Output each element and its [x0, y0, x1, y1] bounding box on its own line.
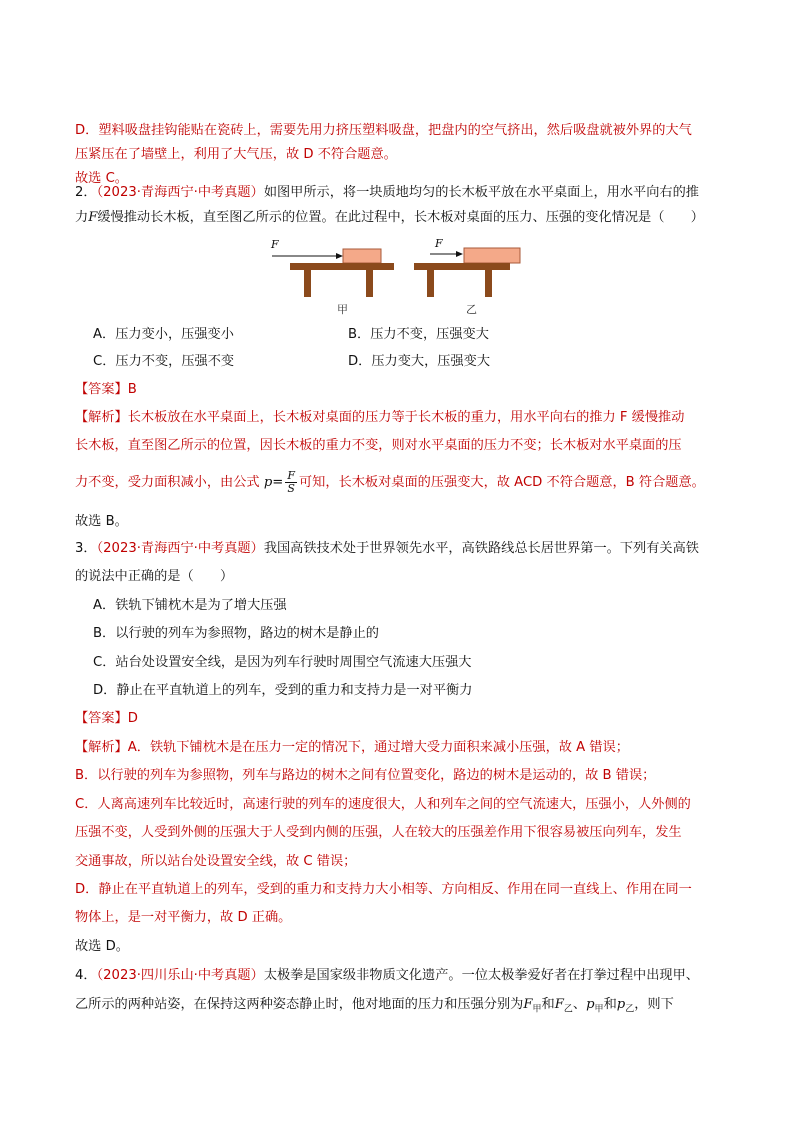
q3-analysis-a-text: A．铁轨下铺枕木是在压力一定的情况下，通过增大受力面积来减小压强，故 A 错误； — [127, 740, 629, 755]
q4-p-yi: p — [616, 997, 626, 1012]
figure-jia — [270, 238, 394, 316]
formula-eq: = — [272, 475, 284, 490]
formula-denominator: S — [287, 481, 295, 495]
q3-analysis-c2: 压强不变，人受到外侧的压强大于人受到内侧的压强，人在较大的压强差作用下很容易被压向列车，发生 — [75, 825, 682, 840]
formula-numerator: F — [287, 468, 295, 482]
board-right — [464, 248, 520, 263]
q4-f-jia: F — [523, 997, 533, 1012]
table-top-right — [414, 263, 510, 270]
q3-number: 3． — [75, 541, 97, 556]
q1-option-d-line2: 压紧压在了墙壁上，利用了大气压，故 D 不符合题意。 — [75, 147, 397, 162]
force-label-left: F — [271, 238, 279, 251]
fig-label-yi: 乙 — [466, 303, 477, 316]
q3-analysis-d1: D．静止在平直轨道上的列车，受到的重力和支持力大小相等、方向相反、作用在同一直线上、作用在同一 — [75, 882, 692, 897]
formula-p: p — [263, 475, 273, 490]
q4-stem-pre: 乙所示的两种站姿，在保持这两种姿态静止时，他对地面的压力和压强分别为 — [75, 997, 524, 1012]
arrow-head-left — [336, 253, 343, 259]
q2-force-symbol: F — [88, 210, 98, 225]
q3-analysis-b: B．以行驶的列车为参照物，列车与路边的树木之间有位置变化，路边的树木是运动的，故 B 错误； — [75, 768, 656, 783]
q2-answer: 【答案】B — [75, 382, 137, 397]
force-label-right: F — [435, 237, 443, 250]
q4-sub-jia-1: 甲 — [532, 1004, 542, 1015]
q2-option-b: B．压力不变，压强变大 — [348, 327, 489, 342]
q4-stem-line2 — [75, 995, 674, 1020]
q3-option-c: C．站台处设置安全线，是因为列车行驶时周围空气流速大压强大 — [93, 655, 472, 670]
table-leg-left-1 — [304, 270, 311, 297]
table-leg-right-2 — [485, 270, 492, 297]
q4-he-2: 和 — [603, 997, 617, 1012]
q2-stem-line2 — [75, 208, 704, 228]
q4-sub-yi-1: 乙 — [563, 1004, 573, 1015]
q3-choose: 故选 D。 — [75, 939, 129, 954]
q2-number: 2． — [75, 185, 97, 200]
q3-analysis-d2: 物体上，是一对平衡力，故 D 正确。 — [75, 910, 292, 925]
q2-analysis-line2: 长木板，直至图乙所示的位置，因长木板的重力不变，则对水平桌面的压力不变；长木板对水平桌面的压 — [75, 438, 682, 453]
q4-dun: 、 — [572, 997, 587, 1012]
q2-analysis-line1 — [75, 408, 684, 428]
q3-stem-line1 — [75, 539, 699, 559]
q2-analysis-text1: 长木板放在水平桌面上，长木板对桌面的压力等于长木板的重力，用水平向右的推力 F 缓慢推动 — [127, 410, 685, 425]
q2-analysis-pre: 力不变，受力面积减小，由公式 — [75, 475, 260, 490]
figure-yi — [414, 237, 520, 316]
q4-he-1: 和 — [541, 997, 555, 1012]
q3-option-d: D．静止在平直轨道上的列车，受到的重力和支持力是一对平衡力 — [93, 683, 473, 698]
q3-source-tag: （2023·青海西宁·中考真题） — [96, 541, 264, 556]
q2-analysis-line3 — [75, 468, 705, 498]
q2-analysis-post: 可知，长木板对桌面的压强变大，故 ACD 不符合题意，B 符合题意。 — [298, 475, 705, 490]
formula-fraction — [285, 470, 297, 495]
table-leg-left-2 — [366, 270, 373, 297]
q2-stem-text1: 如图甲所示，将一块质地均匀的长木板平放在水平桌面上，用水平向右的推 — [263, 185, 699, 200]
q4-f-yi: F — [554, 997, 564, 1012]
q2-option-c: C．压力不变，压强不变 — [93, 354, 235, 369]
table-top-left — [290, 263, 394, 270]
q3-answer: 【答案】D — [75, 711, 138, 726]
q4-stem-text1: 太极拳是国家级非物质文化遗产。一位太极拳爱好者在打拳过程中出现甲、 — [263, 968, 699, 983]
fig-label-jia: 甲 — [337, 303, 348, 316]
q4-source-tag: （2023·四川乐山·中考真题） — [96, 968, 264, 983]
q3-stem-line2: 的说法中正确的是（ ） — [75, 569, 234, 584]
q1-option-d-line1: D．塑料吸盘挂钩能贴在瓷砖上，需要先用力挤压塑料吸盘，把盘内的空气挤出，然后吸盘就被外界的大气 — [75, 123, 692, 138]
q2-stem-line1 — [75, 183, 699, 203]
q2-option-a: A．压力变小，压强变小 — [93, 327, 234, 342]
q3-analysis-tag: 【解析】 — [75, 740, 128, 755]
q2-stem-post: 缓慢推动长木板，直至图乙所示的位置。在此过程中，长木板对桌面的压力、压强的变化情况是（ ） — [97, 210, 704, 225]
q4-number: 4． — [75, 968, 97, 983]
q4-stem-post: ，则下 — [634, 997, 674, 1012]
q4-p-jia: p — [586, 997, 595, 1012]
q1-choose: 故选 C。 — [75, 171, 128, 186]
q3-analysis-c1: C．人离高速列车比较近时，高速行驶的列车的速度很大，人和列车之间的空气流速大，压强小，人外侧的 — [75, 797, 691, 812]
arrow-head-right — [456, 251, 463, 257]
q2-stem-pre: 力 — [75, 210, 89, 225]
q3-option-b: B．以行驶的列车为参照物，路边的树木是静止的 — [93, 626, 379, 641]
q2-choose: 故选 B。 — [75, 514, 128, 529]
q4-sub-yi-2: 乙 — [625, 1004, 635, 1015]
board-left — [343, 249, 381, 263]
q2-analysis-tag: 【解析】 — [75, 410, 128, 425]
q3-stem-text1: 我国高铁技术处于世界领先水平，高铁路线总长居世界第一。下列有关高铁 — [263, 541, 699, 556]
q3-analysis-a — [75, 738, 629, 758]
q4-sub-jia-2: 甲 — [594, 1004, 604, 1015]
q2-source-tag: （2023·青海西宁·中考真题） — [96, 185, 264, 200]
q2-option-d: D．压力变大，压强变大 — [348, 354, 491, 369]
table-leg-right-1 — [427, 270, 434, 297]
q3-analysis-c3: 交通事故，所以站台处设置安全线，故 C 错误； — [75, 854, 357, 869]
q2-figure — [271, 237, 530, 320]
q3-option-a: A．铁轨下铺枕木是为了增大压强 — [93, 598, 287, 613]
q4-stem-line1 — [75, 966, 699, 986]
